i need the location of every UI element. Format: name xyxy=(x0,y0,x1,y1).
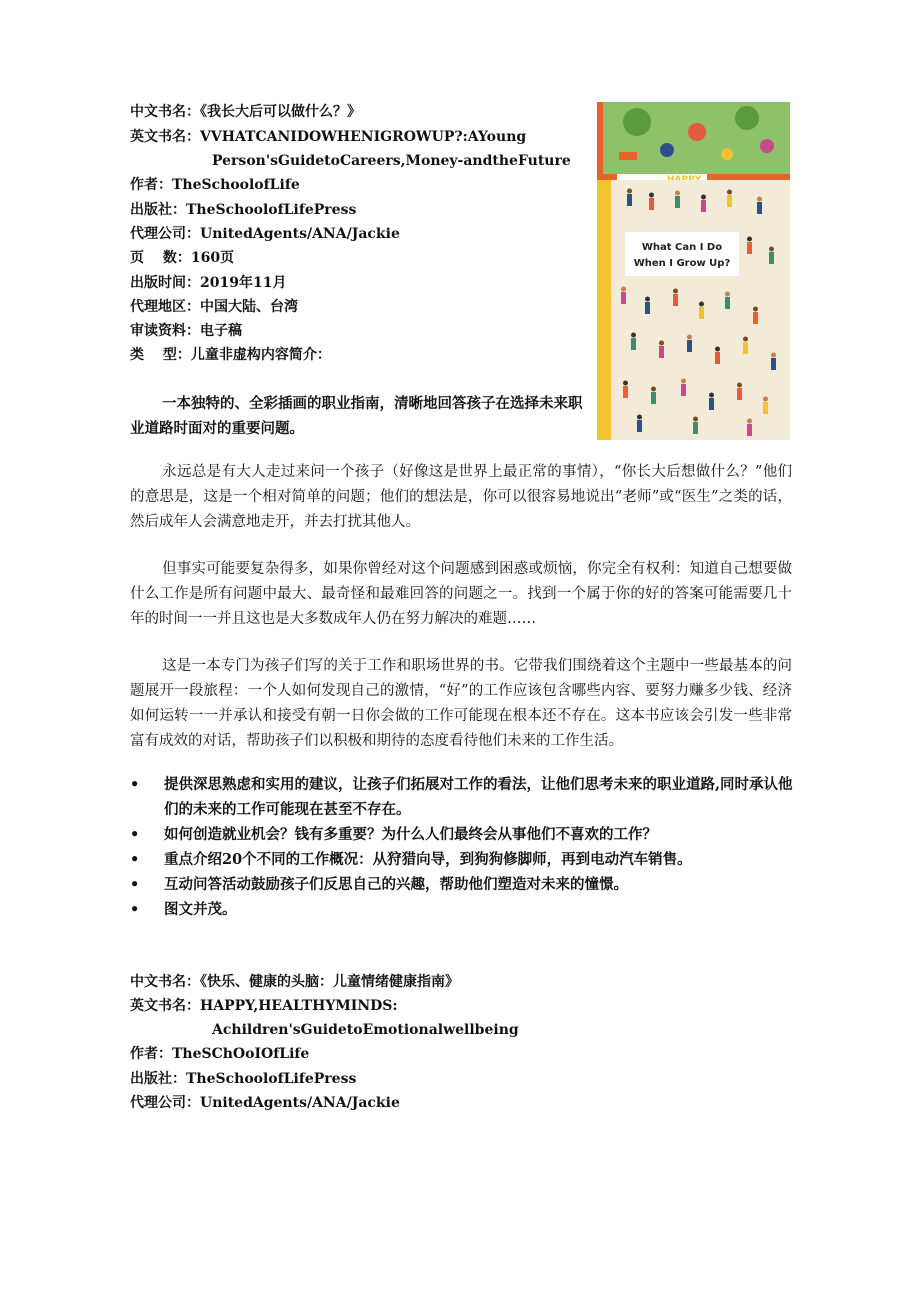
cover-title-line2: When I Grow Up? xyxy=(633,258,731,269)
book1-bullet-list xyxy=(130,772,794,922)
agency: UnitedAgents/ANA/Jackie xyxy=(200,226,400,242)
book2-agency-row xyxy=(130,1094,400,1112)
publisher: TheSchoolofLifePress xyxy=(186,1071,357,1087)
book1-agency-row xyxy=(130,225,400,243)
para2-text: 但事实可能要复杂得多，如果你曾经对这个问题感到困惑或烦恼，你完全有权利：知道自己想要做什么工作是所有问题中最大、最奇怪和最难回答的问题之一。找到一个属于你的好的答案可能需要几十年的时间一一并且这也是大多数成年人仍在努力解决的难题…… xyxy=(130,561,792,627)
cover-title-box xyxy=(625,232,739,276)
list-item: • 重点介绍20个不同的工作概况：从狩猎向导，到狗狗修脚师，再到电动汽车销售。 xyxy=(130,847,794,872)
en-title-line1: VVHATCANIDOWHENIGROWUP?:AYoung xyxy=(200,129,527,145)
cn-title: 《快乐、健康的头脑：儿童情绪健康指南》 xyxy=(200,974,459,990)
book1-cn-title-row xyxy=(130,103,361,121)
type-label: 类 型： xyxy=(130,347,191,363)
date: 2019年11月 xyxy=(200,275,287,291)
book2-author-row xyxy=(130,1045,309,1063)
book-cover-image xyxy=(597,102,790,440)
publisher: TheSchoolofLifePress xyxy=(186,202,357,218)
book1-pages-row xyxy=(130,249,234,267)
bullet-icon: • xyxy=(130,901,140,918)
agency-label: 代理公司： xyxy=(130,1095,200,1111)
para3-text: 这是一本专门为孩子们写的关于工作和职场世界的书。它带我们围绕着这个主题中一些最基本的问题展开一段旅程：一个人如何发现自己的激情，“好”的工作应该包含哪些内容、要努力赚多少钱、经济如何运转一一并承认和接受有朝一日你会做的工作可能现在根本还不存在。这本书应该会引发一些非常富有成效的对话，帮助孩子们以积极和期待的态度看待他们未来的工作生活。 xyxy=(130,658,792,749)
author: TheSchoolofLife xyxy=(172,177,300,193)
cover-spine xyxy=(597,180,611,440)
book2-cn-title-row xyxy=(130,973,459,991)
en-title-label: 英文书名： xyxy=(130,129,200,145)
type: 儿童非虚构内容简介： xyxy=(190,347,331,363)
pages: 160页 xyxy=(190,250,235,266)
region-label: 代理地区： xyxy=(130,299,200,315)
book1-para3 xyxy=(130,654,792,754)
pages-label: 页 数： xyxy=(130,250,191,266)
en-title-line1: HAPPY,HEALTHYMINDS: xyxy=(200,998,398,1014)
cover-title-line1: What Can I Do xyxy=(641,242,723,253)
author-label: 作者： xyxy=(130,177,172,193)
bullet-icon: • xyxy=(130,876,140,893)
list-item: • 互动问答活动鼓励孩子们反思自己的兴趣，帮助他们塑造对未来的憧憬。 xyxy=(130,872,794,897)
book1-date-row xyxy=(130,274,286,292)
front-cover xyxy=(597,180,790,440)
material: 电子稿 xyxy=(200,323,242,339)
cn-title-label: 中文书名： xyxy=(130,104,200,120)
book2-en-title-line2: Achildren'sGuidetoEmotionalwellbeing xyxy=(212,1022,519,1038)
region: 中国大陆、台湾 xyxy=(200,299,298,315)
list-item: • 图文并茂。 xyxy=(130,897,794,922)
bullet-icon: • xyxy=(130,776,140,793)
bullet-icon: • xyxy=(130,851,140,868)
book1-para1 xyxy=(130,460,792,535)
publisher-label: 出版社： xyxy=(130,1071,186,1087)
author-label: 作者： xyxy=(130,1046,172,1062)
book1-en-title-row xyxy=(130,128,526,146)
publisher-label: 出版社： xyxy=(130,202,186,218)
agency-label: 代理公司： xyxy=(130,226,200,242)
book1-region-row xyxy=(130,298,298,316)
en-title-label: 英文书名： xyxy=(130,998,200,1014)
cn-title: 《我长大后可以做什么？》 xyxy=(200,104,361,120)
lead-text: 一本独特的、全彩插画的职业指南，清晰地回答孩子在选择未来职业道路时面对的重要问题。 xyxy=(130,395,583,437)
para1-text: 永远总是有大人走过来问一个孩子（好像这是世界上最正常的事情），“你长大后想做什么？”他们的意思是，这是一个相对简单的问题；他们的想法是，你可以很容易地说出“老师”或“医生”之类的话，然后成年人会满意地走开，并去打扰其他人。 xyxy=(130,464,792,530)
material-label: 审读资料： xyxy=(130,323,200,339)
bullet-icon: • xyxy=(130,826,140,843)
list-item: • 如何创造就业机会？钱有多重要？为什么人们最终会从事他们不喜欢的工作？ xyxy=(130,822,794,847)
book1-publisher-row xyxy=(130,201,356,219)
agency: UnitedAgents/ANA/Jackie xyxy=(200,1095,400,1111)
book1-lead xyxy=(130,391,590,441)
author: TheSChOoIOfLife xyxy=(172,1046,310,1062)
list-item: • 提供深思熟虑和实用的建议，让孩子们拓展对工作的看法，让他们思考未来的职业道路,同时承认他们的未来的工作可能现在甚至不存在。 xyxy=(130,772,794,822)
book1-type-row xyxy=(130,346,331,364)
cn-title-label: 中文书名： xyxy=(130,974,200,990)
book1-en-title-line2: Person'sGuidetoCareers,Money-andtheFuture xyxy=(212,153,571,169)
book2-en-title-row xyxy=(130,997,398,1015)
book1-material-row xyxy=(130,322,242,340)
date-label: 出版时间： xyxy=(130,275,200,291)
book1-author-row xyxy=(130,176,300,194)
book1-para2 xyxy=(130,557,792,632)
book2-publisher-row xyxy=(130,1070,356,1088)
